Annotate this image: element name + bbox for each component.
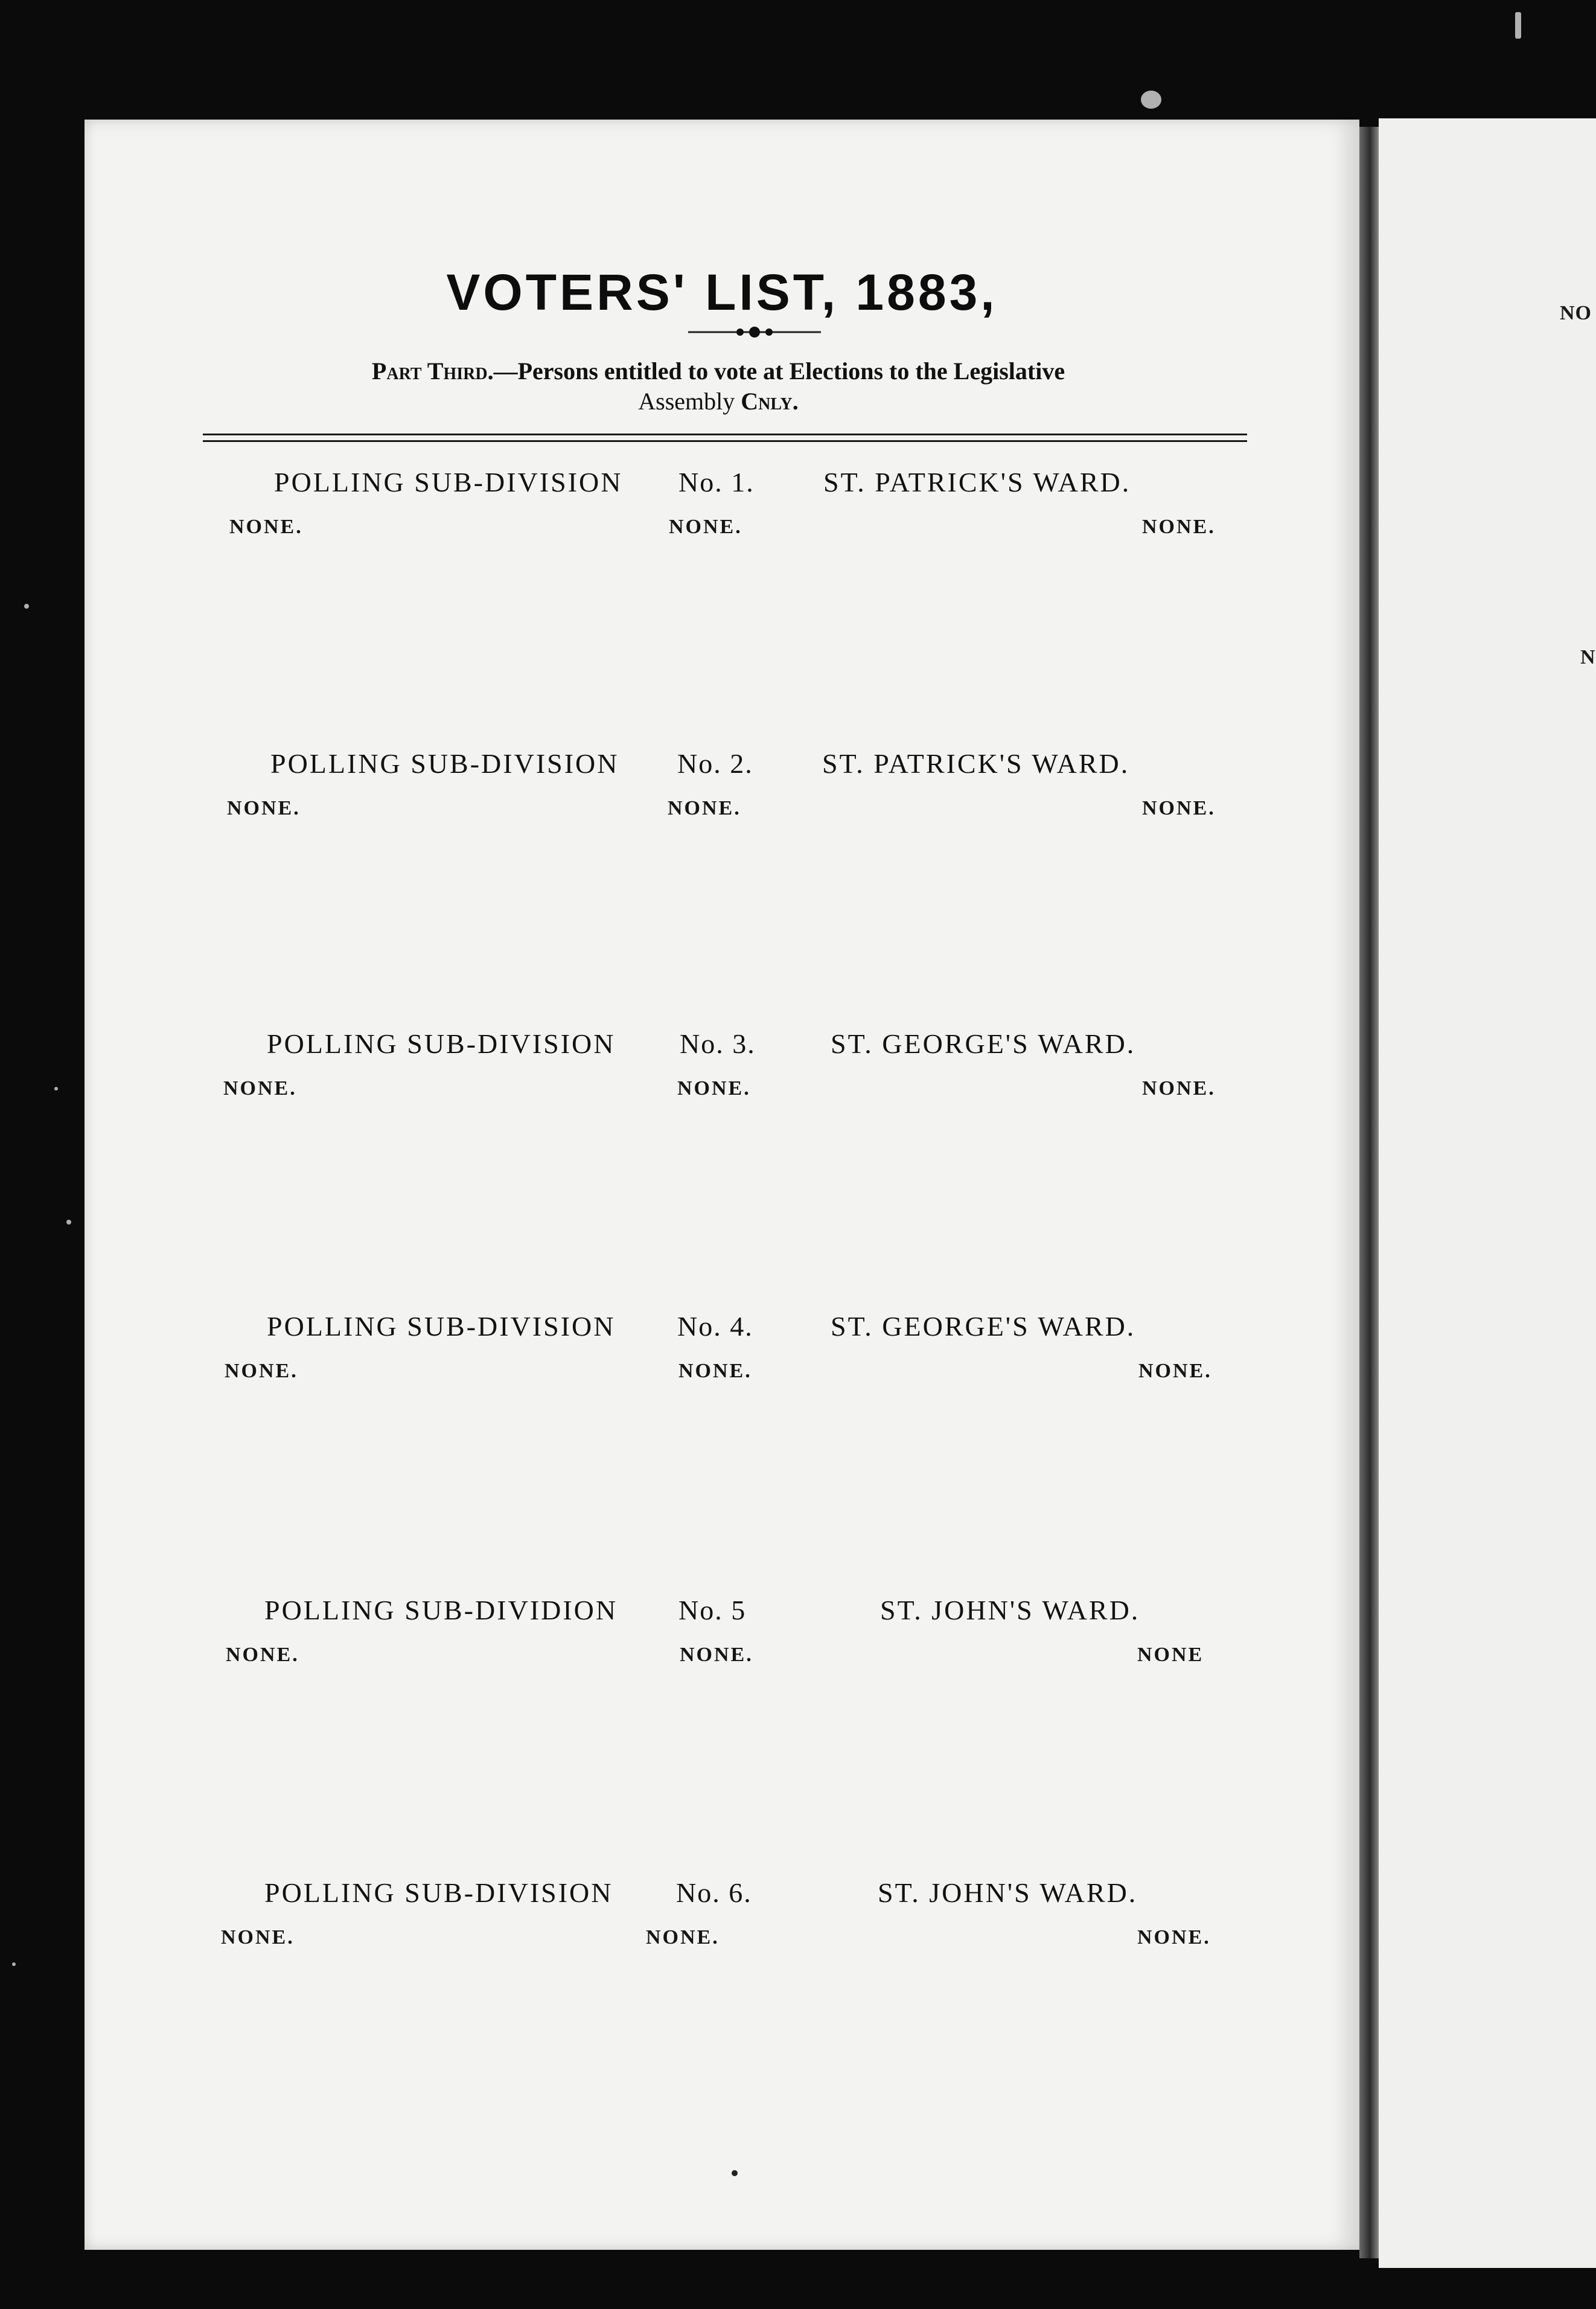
page-subtitle (247, 356, 1189, 417)
page-title: VOTERS' LIST, 1883, (446, 264, 998, 321)
division-ward: ST. JOHN'S WARD. (880, 1595, 1140, 1625)
division-heading: POLLING SUB-DIVISION (267, 1311, 616, 1342)
double-rule-top (203, 434, 1247, 435)
none-entry: NONE. (1142, 797, 1216, 819)
none-entry: NONE. (1142, 1077, 1216, 1100)
double-rule-bottom (203, 440, 1247, 442)
none-entry: NONE. (680, 1644, 753, 1666)
none-entry: NONE. (646, 1926, 720, 1949)
division-heading: POLLING SUB-DIVISION (267, 1028, 616, 1059)
none-entry: NONE. (221, 1926, 295, 1949)
division-number: No. 3. (680, 1028, 756, 1059)
division-ward: ST. PATRICK'S WARD. (822, 748, 1130, 779)
division-number: No. 2. (677, 748, 753, 779)
none-entry: NONE. (226, 1644, 299, 1666)
none-entry: NONE. (229, 516, 303, 538)
none-entry: NONE. (225, 1360, 298, 1382)
division-ward: ST. GEORGE'S WARD. (831, 1028, 1136, 1059)
subtitle-part-label: Part Third. (371, 357, 494, 385)
scan-speck (66, 1220, 71, 1225)
polling-division (85, 1877, 1359, 1949)
subtitle-description: —Persons entitled to vote at Elections to the Legislative (493, 357, 1065, 385)
book-spine (1359, 127, 1379, 2258)
division-ward: ST. PATRICK'S WARD. (823, 467, 1131, 498)
polling-division (85, 748, 1359, 820)
none-entry: NONE. (669, 516, 742, 538)
division-heading: POLLING SUB-DIVISION (270, 748, 619, 779)
scan-speck (12, 1962, 16, 1966)
none-entry: NONE. (223, 1077, 297, 1100)
none-entry: NONE. (1138, 1360, 1212, 1382)
scan-speck (24, 604, 29, 609)
subtitle-only: Cnly. (741, 388, 799, 415)
none-entry: NONE. (668, 797, 741, 819)
facing-page-fragment: NO (1560, 302, 1592, 324)
division-heading: POLLING SUB-DIVISION (274, 467, 623, 498)
division-number: No. 4. (677, 1311, 753, 1342)
none-entry: NONE (1137, 1644, 1204, 1666)
division-ward: ST. GEORGE'S WARD. (831, 1311, 1136, 1342)
division-number: No. 6. (676, 1877, 752, 1908)
scan-speck (1515, 12, 1521, 39)
polling-division (85, 1594, 1359, 1667)
none-entry: NONE. (1137, 1926, 1211, 1949)
scan-speck (1141, 91, 1161, 109)
division-number: No. 1. (678, 467, 755, 498)
polling-division (85, 1310, 1359, 1383)
scan-speck (54, 1087, 58, 1090)
title-ornament (688, 324, 821, 341)
polling-division (85, 1028, 1359, 1100)
facing-page (1379, 118, 1596, 2268)
none-entry: NONE. (227, 797, 301, 819)
none-entry: NONE. (677, 1077, 751, 1100)
page-mark (732, 2170, 738, 2176)
division-heading: POLLING SUB-DIVIDION (264, 1595, 618, 1625)
division-heading: POLLING SUB-DIVISION (264, 1877, 613, 1908)
division-number: No. 5 (678, 1595, 747, 1625)
none-entry: NONE. (1142, 516, 1216, 538)
subtitle-line2: Assembly (638, 388, 741, 415)
division-ward: ST. JOHN'S WARD. (878, 1877, 1138, 1908)
facing-page-fragment: N (1580, 646, 1596, 668)
document-page (85, 120, 1359, 2250)
polling-division (85, 466, 1359, 539)
none-entry: NONE. (678, 1360, 752, 1382)
